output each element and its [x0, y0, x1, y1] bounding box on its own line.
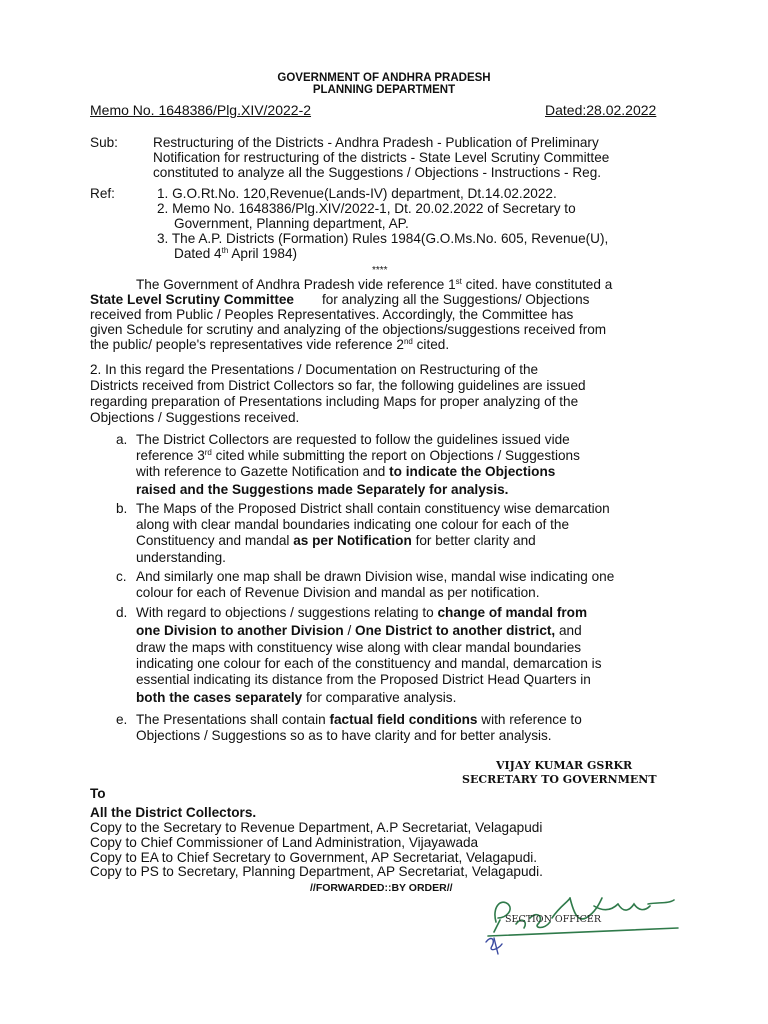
memo-date: Dated:28.02.2022	[545, 102, 657, 118]
item-e-marker: e.	[116, 712, 128, 727]
item-d-line-2: one Division to another Division / One District to another district, and	[136, 623, 582, 638]
copy-line-2: Copy to Chief Commissioner of Land Administration, Vijayawada	[90, 835, 479, 850]
ref-label: Ref:	[90, 186, 115, 201]
subject-line-3: constituted to analyze all the Suggestions / Objections - Instructions - Reg.	[153, 165, 602, 180]
para2-line-1: 2. In this regard the Presentations / Documentation on Restructuring of the	[90, 362, 539, 377]
item-d-line-6: both the cases separately for comparative analysis.	[136, 690, 457, 705]
ref-item-2: 2. Memo No. 1648386/Plg.XIV/2022-1, Dt. 20.02.2022 of Secretary to	[157, 201, 576, 216]
addressee: All the District Collectors.	[90, 805, 257, 820]
to-label: To	[90, 786, 106, 801]
ref-item-2-cont: Government, Planning department, AP.	[174, 216, 409, 231]
item-d-line-5: essential indicating its distance from the Proposed District Head Quarters in	[136, 672, 591, 687]
item-b-line-1: The Maps of the Proposed District shall contain constituency wise demarcation	[136, 501, 610, 516]
department-title: PLANNING DEPARTMENT	[312, 84, 456, 96]
copy-line-4: Copy to PS to Secretary, Planning Department, AP Secretariat, Velagapudi.	[90, 864, 543, 879]
ref-item-1: 1. G.O.Rt.No. 120,Revenue(Lands-IV) department, Dt.14.02.2022.	[157, 186, 557, 201]
item-d-line-3: draw the maps with constituency wise along with clear mandal boundaries	[136, 640, 582, 655]
item-c-line-1: And similarly one map shall be drawn Division wise, mandal wise indicating one	[136, 569, 615, 584]
copy-line-1: Copy to the Secretary to Revenue Department, A.P Secretariat, Velagapudi	[90, 820, 543, 835]
forwarded-by-order: //FORWARDED::BY ORDER//	[310, 882, 453, 894]
section-officer-label: SECTION OFFICER	[505, 914, 602, 925]
item-b-line-3: Constituency and mandal as per Notification for better clarity and	[136, 533, 536, 548]
para1-line-4: given Schedule for scrutiny and analyzing of the objections/suggestions received from	[90, 322, 607, 337]
signatory-designation: SECRETARY TO GOVERNMENT	[462, 773, 657, 786]
item-e-line-1: The Presentations shall contain factual field conditions with reference to	[136, 712, 582, 727]
para2-line-4: Objections / Suggestions received.	[90, 410, 300, 425]
item-d-line-1: With regard to objections / suggestions relating to change of mandal from	[136, 605, 588, 620]
item-d-line-4: indicating one colour for each of the constituency and mandal, demarcation is	[136, 656, 602, 671]
copy-line-3: Copy to EA to Chief Secretary to Government, AP Secretariat, Velagapudi.	[90, 850, 538, 865]
item-c-line-2: colour for each of Revenue Division and mandal as per notification.	[136, 585, 540, 600]
subject-line-1: Restructuring of the Districts - Andhra Pradesh - Publication of Preliminary	[153, 135, 599, 150]
item-a-line-4: raised and the Suggestions made Separately for analysis.	[136, 482, 509, 497]
item-b-line-4: understanding.	[136, 550, 226, 565]
para1-line-3: received from Public / Peoples Representatives. Accordingly, the Committee has	[90, 307, 574, 322]
signatory-name: VIJAY KUMAR GSRKR	[496, 759, 633, 772]
item-a-line-2: reference 3rd cited while submitting the report on Objections / Suggestions	[136, 448, 580, 463]
subject-line-2: Notification for restructuring of the districts - State Level Scrutiny Committee	[153, 150, 610, 165]
item-c-marker: c.	[116, 569, 127, 584]
ref-item-3-cont: Dated 4th April 1984)	[174, 246, 298, 261]
memo-number: Memo No. 1648386/Plg.XIV/2022-2	[90, 102, 312, 118]
para2-line-2: Districts received from District Collectors so far, the following guidelines are issued	[90, 378, 586, 393]
separator: ****	[372, 265, 388, 276]
subject-label: Sub:	[90, 135, 118, 150]
item-d-marker: d.	[116, 605, 128, 620]
para2-line-3: regarding preparation of Presentations including Maps for proper analyzing of the	[90, 394, 579, 409]
item-b-marker: b.	[116, 501, 128, 516]
para1-line-5: the public/ people's representatives vide reference 2nd cited.	[90, 337, 450, 352]
item-a-line-1: The District Collectors are requested to follow the guidelines issued vide	[136, 432, 570, 447]
government-title: GOVERNMENT OF ANDHRA PRADESH	[277, 72, 491, 84]
item-a-line-3: with reference to Gazette Notification and to indicate the Objections	[136, 464, 556, 479]
para1-line-2: State Level Scrutiny Committee for analyzing all the Suggestions/ Objections	[90, 292, 590, 307]
para1-line-1: The Government of Andhra Pradesh vide reference 1st cited. have constituted a	[136, 277, 613, 292]
item-e-line-2: Objections / Suggestions so as to have clarity and for better analysis.	[136, 728, 552, 743]
item-b-line-2: along with clear mandal boundaries indicating one colour for each of the	[136, 517, 570, 532]
ref-item-3: 3. The A.P. Districts (Formation) Rules 1984(G.O.Ms.No. 605, Revenue(U),	[157, 231, 609, 246]
item-a-marker: a.	[116, 432, 128, 447]
